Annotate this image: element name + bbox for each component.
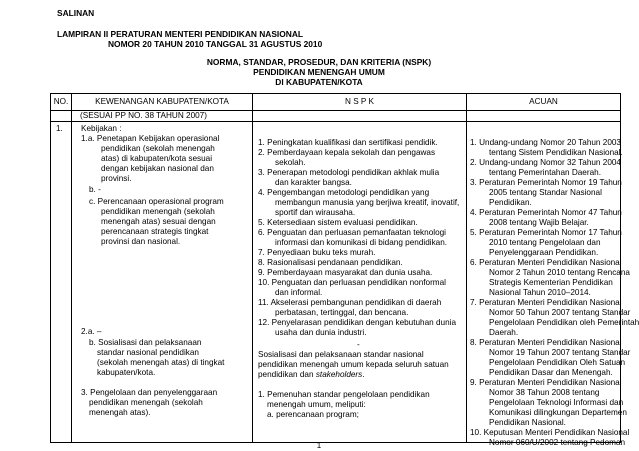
kewenangan-line: atas) di kabupaten/kota sesuai <box>101 154 213 164</box>
acuan-line: 2005 tentang Standar Nasional <box>489 188 602 198</box>
nspk-line: dan karakter bangsa. <box>275 178 352 188</box>
acuan-line: Pengelolaan Pendidikan Oleh Satuan <box>489 358 626 368</box>
kewenangan-line: b. Sosialisasi dan pelaksanaan <box>89 338 202 348</box>
kewenangan-cell <box>72 122 253 443</box>
nspk-line: 6. Penguatan dan perluasan pemanfaatan teknologi <box>258 228 447 238</box>
kewenangan-line: pendidikan (sekolah menengah <box>101 144 215 154</box>
nspk-table <box>50 93 639 448</box>
header-kewenangan: KEWENANGAN KABUPATEN/KOTA <box>72 94 253 111</box>
nspk-line: 1. Peningkatan kualifikasi dan sertifikasi pendidik. <box>258 138 438 148</box>
acuan-line: 2010 tentang Pengelolaan dan <box>489 238 601 248</box>
nspk-line: sekolah. <box>275 158 306 168</box>
nspk-line: 11. Akselerasi pembangunan pendidikan di daerah <box>258 298 442 308</box>
header-no: NO. <box>51 94 72 111</box>
acuan-line: Nomor 2 Tahun 2010 tentang Rencana <box>489 268 630 278</box>
kewenangan-line: Kebijakan : <box>81 124 122 134</box>
kewenangan-line: provinsi. <box>101 174 132 184</box>
acuan-line: 2008 tentang Wajib Belajar. <box>489 218 589 228</box>
acuan-line: 4. Peraturan Pemerintah Nomor 47 Tahun <box>470 208 622 218</box>
nspk-line: sportif dan wirausaha. <box>275 208 356 218</box>
acuan-line: Daerah. <box>489 328 519 338</box>
acuan-line: Nomor 50 Tahun 2007 tentang Standar <box>489 308 631 318</box>
subheader-no-cell <box>51 111 72 122</box>
nspk-line: pendidikan dan stakeholders. <box>258 370 365 380</box>
row-number-cell <box>51 122 72 443</box>
acuan-line: Nomor 38 Tahun 2008 tentang <box>489 388 600 398</box>
kewenangan-line: perencanaan strategis tingkat <box>101 227 209 237</box>
nspk-line: perbatasan, tertinggal, dan bencana. <box>275 308 409 318</box>
subheader-acuan-cell <box>467 111 621 122</box>
salinan-label: SALINAN <box>57 8 95 18</box>
nspk-line: 5. Ketersediaan sistem evaluasi pendidikan. <box>258 218 418 228</box>
acuan-line: Pendidikan. <box>489 198 532 208</box>
subheader-nspk-cell <box>253 111 467 122</box>
acuan-line: Pengelolaan Teknologi Informasi dan <box>489 398 624 408</box>
kewenangan-line: pendidikan menengah (sekolah <box>101 207 215 217</box>
header-acuan: ACUAN <box>467 94 621 111</box>
lampiran-line-2: NOMOR 20 TAHUN 2010 TANGGAL 31 AGUSTUS 2010 <box>108 39 323 49</box>
nspk-line: 7. Penyediaan buku teks murah. <box>258 248 376 258</box>
kewenangan-line: 2.a. – <box>81 327 102 337</box>
acuan-line: Nomor 19 Tahun 2007 tentang Standar <box>489 348 631 358</box>
kewenangan-line: 1.a. Penetapan Kebijakan operasional <box>81 134 220 144</box>
acuan-line: tentang Sistem Pendidikan Nasional. <box>489 148 623 158</box>
table-header-row <box>51 94 621 111</box>
kewenangan-line: (sekolah menengah atas) di tingkat <box>97 358 225 368</box>
nspk-cell <box>253 122 467 443</box>
nspk-line: a. perencanaan program; <box>267 410 359 420</box>
kewenangan-line: provinsi dan nasional. <box>101 237 181 247</box>
acuan-line: 7. Peraturan Menteri Pendidikan Nasional <box>470 298 622 308</box>
header-nspk: N S P K <box>253 94 467 111</box>
lampiran-line-1: LAMPIRAN II PERATURAN MENTERI PENDIDIKAN NASIONAL <box>57 29 303 39</box>
acuan-line: 10. Keputusan Menteri Pendidikan Nasional <box>470 428 630 438</box>
acuan-line: Pengelolaan Pendidikan oleh Pemerintah <box>489 318 639 328</box>
kewenangan-line: kabupaten/kota. <box>97 368 156 378</box>
nspk-line: 8. Rasionalisasi pendanaan pendidikan. <box>258 258 403 268</box>
nspk-line: 12. Penyelarasan pendidikan dengan kebutuhan dunia <box>258 318 457 328</box>
nspk-line: menengah umum, meliputi: <box>267 400 366 410</box>
doc-title-3: DI KABUPATEN/KOTA <box>275 77 363 87</box>
acuan-line: Komunikasi dilingkungan Departemen <box>489 408 627 418</box>
nspk-line: pendidikan menengah umum kepada seluruh satuan <box>258 360 449 370</box>
nspk-line: 3. Penerapan metodologi pendidikan akhlak mulia <box>258 168 440 178</box>
acuan-line: Penyelenggaraan Pendidikan. <box>489 248 599 258</box>
subheader-kewenangan: (SESUAI PP NO. 38 TAHUN 2007) <box>72 111 253 122</box>
acuan-line: Nomor 060/U/2002 tentang Pedoman <box>489 438 626 448</box>
nspk-line: 10. Penguatan dan perluasan pendidikan nonformal <box>258 278 447 288</box>
kewenangan-line: menengah atas) sesuai dengan <box>101 217 216 227</box>
acuan-line: 2. Undang-undang Nomor 32 Tahun 2004 <box>470 158 621 168</box>
kewenangan-line: menengah atas). <box>89 408 151 418</box>
nspk-line: 2. Pemberdayaan kepala sekolah dan pengawas <box>258 148 436 158</box>
acuan-line: 3. Peraturan Pemerintah Nomor 19 Tahun <box>470 178 622 188</box>
table-row <box>51 122 621 443</box>
acuan-line: Nasional Tahun 2010–2014. <box>489 288 591 298</box>
acuan-line: 9. Peraturan Menteri Pendidikan Nasional <box>470 378 622 388</box>
acuan-line: Pendidikan Nasional. <box>489 418 566 428</box>
acuan-line: Strategis Kementerian Pendidikan <box>489 278 613 288</box>
acuan-line: tentang Pemerintahan Daerah. <box>489 168 601 178</box>
nspk-line: 1. Pemenuhan standar pengelolaan pendidikan <box>258 390 430 400</box>
acuan-line: 8. Peraturan Menteri Pendidikan Nasional <box>470 338 622 348</box>
doc-title-1: NORMA, STANDAR, PROSEDUR, DAN KRITERIA (NSPK) <box>206 57 432 67</box>
kewenangan-line: 3. Pengelolaan dan penyelenggaraan <box>81 388 218 398</box>
kewenangan-line: c. Perencanaan operasional program <box>89 197 224 207</box>
row-number: 1. <box>56 124 63 134</box>
nspk-line: dan informal. <box>275 288 323 298</box>
acuan-line: 1. Undang-undang Nomor 20 Tahun 2003 <box>470 138 621 148</box>
page-number: 1 <box>316 441 322 450</box>
table-subheader-row <box>51 111 621 122</box>
nspk-line: Sosialisasi dan pelaksanaan standar nasional <box>258 350 424 360</box>
acuan-line: 5. Peraturan Pemerintah Nomor 17 Tahun <box>470 228 622 238</box>
kewenangan-line: dengan kebijakan nasional dan <box>101 164 214 174</box>
kewenangan-line: b. - <box>89 185 101 195</box>
acuan-line: Pendidikan Dasar dan Menengah. <box>489 368 613 378</box>
kewenangan-line: pendidikan menengah (sekolah <box>89 398 203 408</box>
doc-title-2: PENDIDIKAN MENENGAH UMUM <box>253 67 385 77</box>
nspk-line: - <box>357 340 360 350</box>
nspk-line: membangun manusia yang berjiwa kreatif, inovatif, <box>275 198 460 208</box>
nspk-line: informasi dan komunikasi di bidang pendidikan. <box>275 238 448 248</box>
acuan-line: 6. Peraturan Menteri Pendidikan Nasional <box>470 258 622 268</box>
kewenangan-line: standar nasional pendidikan <box>97 348 199 358</box>
nspk-line: 4. Pengembangan metodologi pendidikan yang <box>258 188 430 198</box>
nspk-line: 9. Pemberdayaan masyarakat dan dunia usaha. <box>258 268 433 278</box>
acuan-cell <box>467 122 639 448</box>
nspk-line: usaha dan dunia industri. <box>275 328 367 338</box>
